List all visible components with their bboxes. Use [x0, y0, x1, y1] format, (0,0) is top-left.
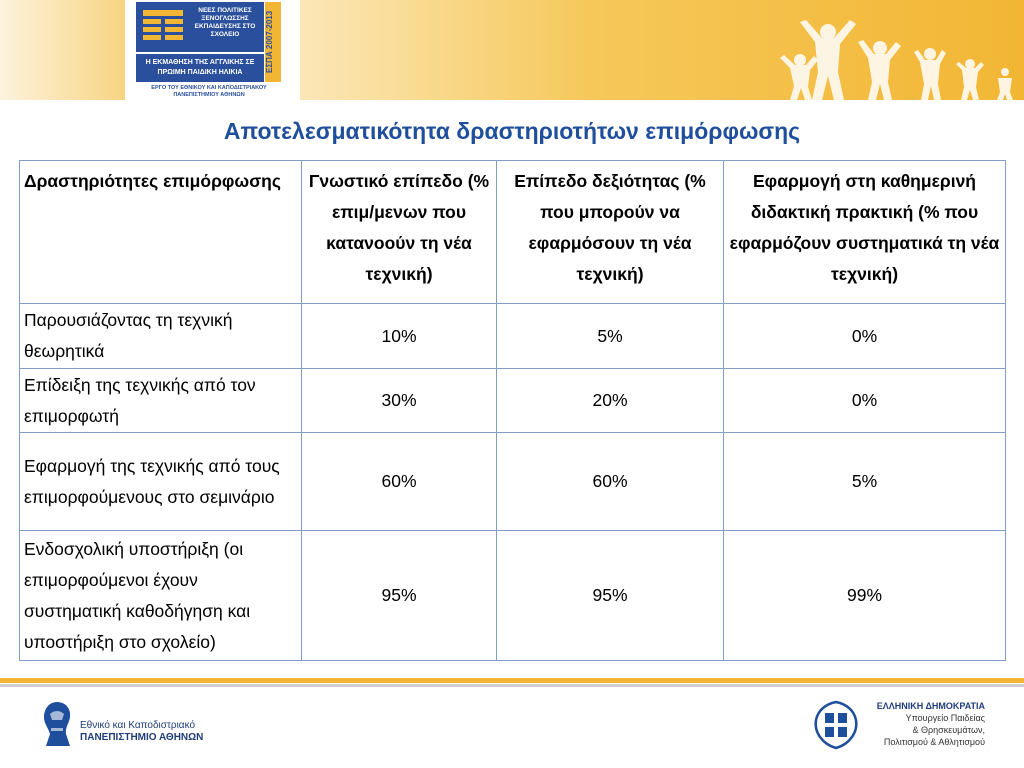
row-practice-value: 5%	[724, 433, 1006, 531]
header-knowledge-level: Γνωστικό επίπεδο (% επιμ/μενων που κατανοούν τη νέα τεχνική)	[302, 161, 497, 304]
table-row	[20, 433, 1006, 531]
row-knowledge-value: 60%	[302, 433, 497, 531]
row-skill-value: 60%	[497, 433, 724, 531]
row-practice-value: 99%	[724, 531, 1006, 661]
university-line2: ΠΑΝΕΠΙΣΤΗΜΙΟ ΑΘΗΝΩΝ	[80, 732, 204, 743]
row-skill-value: 20%	[497, 369, 724, 433]
row-activity: Εφαρμογή της τεχνικής από τους επιμορφούμενους στο σεμινάριο	[20, 433, 302, 531]
project-logo-text: Η ΕΚΜΑΘΗΣΗ ΤΗΣ ΑΓΓΛΙΚΗΣ ΣΕ ΠΡΩΙΜΗ ΠΑΙΔΙΚΗ ΗΛΙΚΙΑ	[136, 54, 264, 82]
row-skill-value: 95%	[497, 531, 724, 661]
table-row	[20, 531, 1006, 661]
university-line1: Εθνικό και Καποδιστριακό	[80, 720, 196, 731]
header-left-band	[0, 0, 125, 100]
row-practice-value: 0%	[724, 304, 1006, 369]
table-header-row	[20, 161, 1006, 304]
row-skill-value: 5%	[497, 304, 724, 369]
ministry-line1: ΕΛΛΗΝΙΚΗ ΔΗΜΟΚΡΑΤΙΑ	[876, 701, 985, 711]
footer-divider	[0, 684, 1024, 687]
header-banner	[0, 0, 1024, 104]
program-logo-text: ΝΕΕΣ ΠΟΛΙΤΙΚΕΣ ΞΕΝΟΓΛΩΣΣΗΣ ΕΚΠΑΙΔΕΥΣΗΣ ΣΤΟ ΣΧΟΛΕΙΟ	[194, 7, 256, 38]
row-activity: Επίδειξη της τεχνικής από τον επιμορφωτή	[20, 369, 302, 433]
row-knowledge-value: 10%	[302, 304, 497, 369]
row-activity: Παρουσιάζοντας τη τεχνική θεωρητικά	[20, 304, 302, 369]
book-icon	[142, 8, 184, 46]
table-row	[20, 304, 1006, 369]
row-knowledge-value: 95%	[302, 531, 497, 661]
project-sub-text: ΕΡΓΟ ΤΟΥ ΕΘΝΙΚΟΥ ΚΑΙ ΚΑΠΟΔΙΣΤΡΙΑΚΟΥ ΠΑΝΕΠΙΣΤΗΜΙΟΥ ΑΘΗΝΩΝ	[151, 85, 267, 98]
greek-emblem-icon	[810, 698, 862, 752]
row-practice-value: 0%	[724, 369, 1006, 433]
program-logo-top	[136, 2, 264, 52]
ministry-line3: & Θρησκευμάτων,	[912, 725, 985, 735]
header-activities: Δραστηριότητες επιμόρφωσης	[20, 161, 302, 304]
effectiveness-table	[19, 160, 1006, 661]
header-skill-level: Επίπεδο δεξιότητας (% που μπορούν να εφαρμόσουν τη νέα τεχνική)	[497, 161, 724, 304]
espa-label: ΕΣΠΑ 2007-2013	[265, 2, 281, 82]
program-logo	[136, 2, 282, 104]
row-knowledge-value: 30%	[302, 369, 497, 433]
page-title: Αποτελεσματικότητα δραστηριοτήτων επιμόρφωσης	[223, 118, 801, 144]
ministry-line2: Υπουργείο Παιδείας	[905, 713, 985, 723]
footer-accent-line	[0, 678, 1024, 683]
university-name	[80, 720, 203, 744]
children-silhouette-icon	[770, 12, 1020, 102]
row-activity: Ενδοσχολική υποστήριξη (οι επιμορφούμενοι έχουν συστηματική καθοδήγηση και υποστήριξη στο σχολείο)	[20, 531, 302, 661]
university-logo-icon	[40, 700, 74, 748]
ministry-line4: Πολιτισμού & Αθλητισμού	[883, 737, 985, 747]
ministry-name	[870, 700, 985, 748]
header-daily-practice: Εφαρμογή στη καθημερινή διδακτική πρακτική (% που εφαρμόζουν συστηματικά τη νέα τεχνική)	[724, 161, 1006, 304]
table-row	[20, 369, 1006, 433]
